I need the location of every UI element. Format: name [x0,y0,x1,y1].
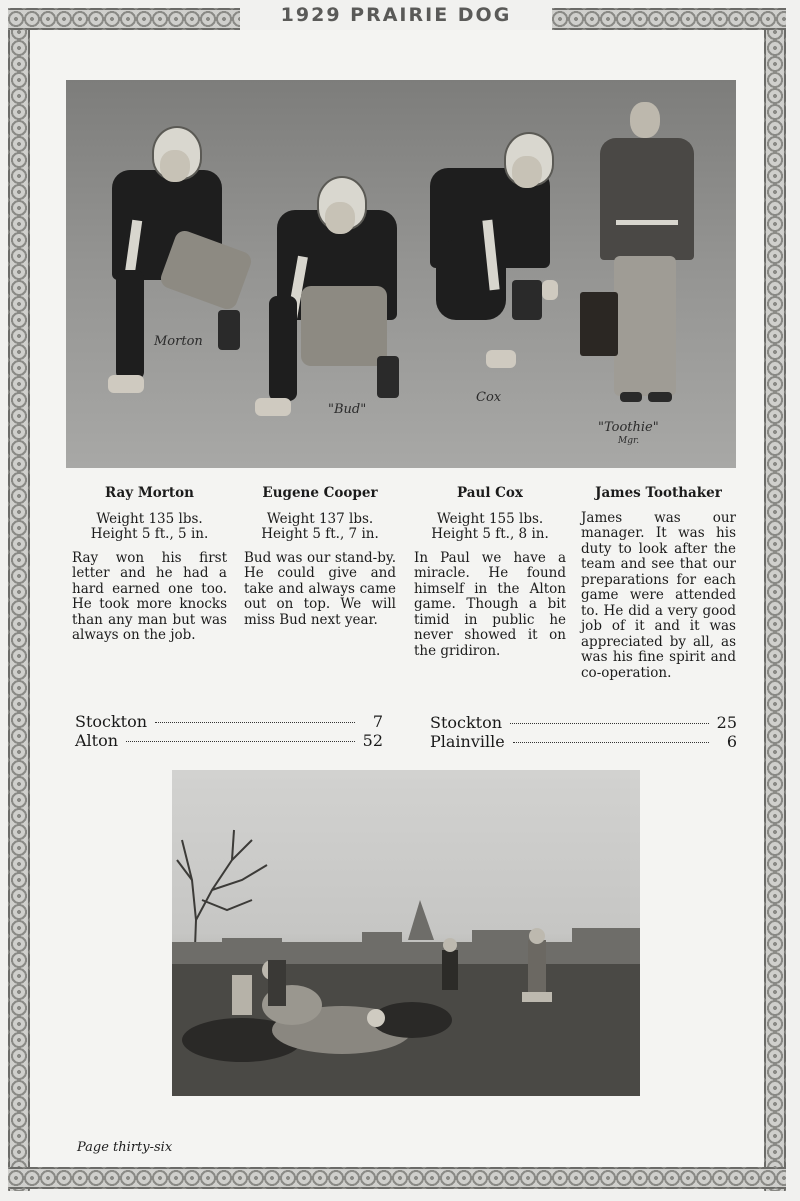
score-points: 7 [372,712,383,731]
bio-height: Height 5 ft., 5 in. [90,526,209,542]
game-scene-drawing [172,770,640,1096]
bio-text: James was our manager. It was his duty to look after the team and see that our preparations for each game were attended to. He did a very good job of it and it was appreciated by all, as was his fine spirit and co-operation. [581,509,736,681]
ornamental-border-bottom [8,1167,786,1189]
bio-stats [72,512,227,543]
score-team: Plainville [430,732,505,751]
page-number-label: Page thirty-six [77,1140,173,1155]
signature-cox: Cox [476,390,502,405]
bio-text: Ray won his first letter and he had a hard earned one too. He took more knocks than any man but was always on the job. [72,549,227,643]
signature-toothie: "Toothie" [598,420,659,435]
score-leader-dots [126,741,355,742]
score-row [430,732,737,752]
player-figure-bud [251,176,411,436]
score-team: Alton [75,731,119,750]
bio-name: James Toothaker [595,485,722,501]
score-team: Stockton [75,712,148,731]
score-points: 52 [362,731,383,750]
bio-weight: Weight 135 lbs. [96,510,203,527]
bio-weight: Weight 155 lbs. [436,510,544,527]
team-portrait-photo [66,80,736,468]
ornamental-border-left [8,8,30,1191]
bio-name: Paul Cox [457,485,523,501]
ornamental-border-top-right [552,8,786,30]
distant-buildings [172,900,640,964]
bio-eugene-cooper [244,486,396,628]
bio-height: Height 5 ft., 7 in. [261,526,379,542]
game-action-photo [172,770,640,1096]
bio-height: Height 5 ft., 8 in. [431,526,549,542]
page-header-title: 1929 PRAIRIE DOG [280,4,512,26]
score-leader-dots [510,723,709,724]
player-figure-morton [106,120,256,430]
ornamental-border-right [764,8,786,1191]
score-points: 25 [716,713,737,732]
bio-text: In Paul we have a miracle. He found himself in the Alton game. Though a bit timid in public he never showed it on the gridiron. [414,549,566,659]
signature-mgr: Mgr. [618,436,640,446]
score-leader-dots [155,722,355,723]
score-row [75,712,383,732]
signature-morton: Morton [154,334,203,349]
bio-ray-morton [72,486,227,644]
ornamental-border-top-left [8,8,240,30]
score-team: Stockton [430,713,503,732]
bio-weight: Weight 137 lbs. [266,510,374,527]
score-leader-dots [513,742,709,743]
signature-bud: "Bud" [328,402,367,417]
bio-name: Ray Morton [105,485,194,501]
score-points: 6 [726,732,737,751]
bio-name: Eugene Cooper [262,485,378,501]
bio-text: Bud was our stand-by. He could give and take and always came out on top. We will miss Bud next year. [244,549,396,628]
bio-stats [244,512,396,543]
manager-figure-toothaker [586,102,706,422]
bio-paul-cox [414,486,566,659]
bio-james-toothaker [581,486,736,681]
bio-stats [414,512,566,543]
player-figure-cox [426,130,576,390]
score-row [430,713,737,733]
score-row [75,731,383,751]
